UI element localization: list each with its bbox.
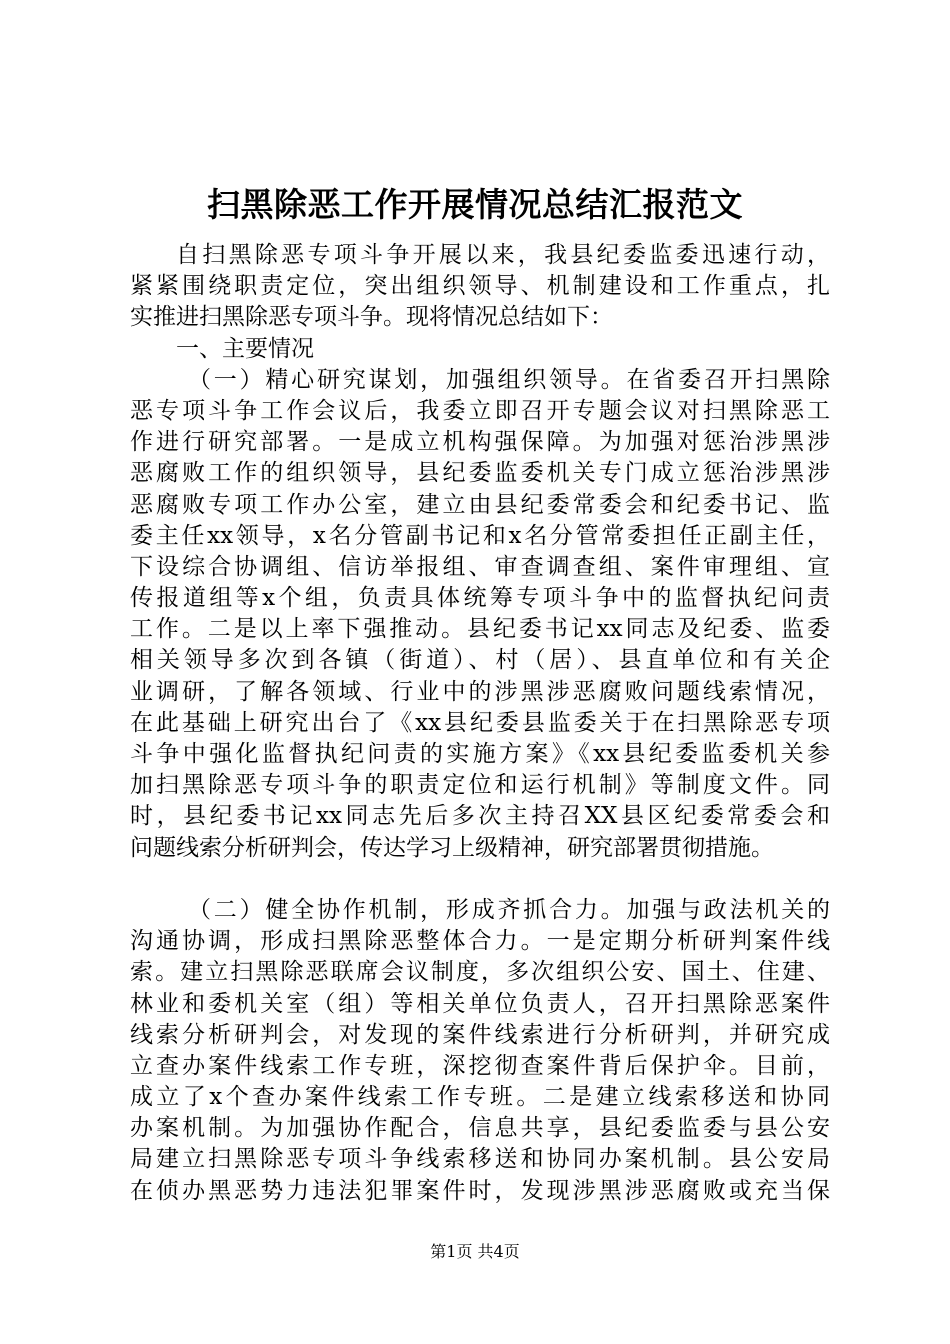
paragraph-line: 成立了x个查办案件线索工作专班。二是建立线索移送和协同 bbox=[130, 1084, 830, 1111]
paragraph-spacer bbox=[130, 864, 830, 895]
paragraph-line: 实推进扫黑除恶专项斗争。现将情况总结如下： bbox=[130, 304, 613, 331]
paragraph-line: 斗争中强化监督执纪问责的实施方案》《xx县纪委监委机关参 bbox=[130, 741, 830, 767]
paragraph-line: 问题线索分析研判会，传达学习上级精神，研究部署贯彻措施。 bbox=[130, 834, 774, 861]
paragraph-line: 恶腐败工作的组织领导，县纪委监委机关专门成立惩治涉黑涉 bbox=[130, 460, 830, 487]
paragraph-line: 相关领导多次到各镇（街道）、村（居）、县直单位和有关企 bbox=[130, 647, 830, 674]
paragraph-line: 紧紧围绕职责定位，突出组织领导、机制建设和工作重点，扎 bbox=[130, 273, 830, 300]
document-title: 扫黑除恶工作开展情况总结汇报范文 bbox=[207, 185, 743, 224]
paragraph-line: 在侦办黑恶势力违法犯罪案件时，发现涉黑涉恶腐败或充当保 bbox=[130, 1177, 830, 1204]
section-heading: 一、主要情况 bbox=[176, 335, 314, 362]
paragraph-line: （一）精心研究谋划，加强组织领导。在省委召开扫黑除 bbox=[188, 366, 830, 393]
paragraph-line: 工作。二是以上率下强推动。县纪委书记xx同志及纪委、监委 bbox=[130, 616, 830, 643]
paragraph-line: 办案机制。为加强协作配合，信息共享，县纪委监委与县公安 bbox=[130, 1115, 830, 1142]
page-footer: 第1页 共4页 bbox=[430, 1242, 520, 1261]
paragraph-line: 业调研，了解各领域、行业中的涉黑涉恶腐败问题线索情况， bbox=[130, 678, 830, 705]
paragraph-line: 加扫黑除恶专项斗争的职责定位和运行机制》等制度文件。同 bbox=[130, 772, 830, 799]
paragraph-line: 立查办案件线索工作专班，深挖彻查案件背后保护伞。目前， bbox=[130, 1052, 830, 1079]
paragraph-line: （二）健全协作机制，形成齐抓合力。加强与政法机关的 bbox=[188, 896, 830, 923]
paragraph-line: 恶专项斗争工作会议后，我委立即召开专题会议对扫黑除恶工 bbox=[130, 397, 830, 424]
document-body bbox=[130, 240, 830, 1207]
paragraph-line: 林业和委机关室（组）等相关单位负责人，召开扫黑除恶案件 bbox=[130, 990, 830, 1017]
paragraph-line: 自扫黑除恶专项斗争开展以来，我县纪委监委迅速行动， bbox=[176, 242, 830, 268]
paragraph-line: 传报道组等x个组，负责具体统筹专项斗争中的监督执纪问责 bbox=[130, 585, 830, 612]
paragraph-line: 委主任xx领导，x名分管副书记和x名分管常委担任正副主任， bbox=[130, 522, 830, 549]
paragraph-line: 在此基础上研究出台了《xx县纪委县监委关于在扫黑除恶专项 bbox=[130, 709, 830, 736]
paragraph-line: 恶腐败专项工作办公室，建立由县纪委常委会和纪委书记、监 bbox=[130, 491, 830, 518]
paragraph-line: 时，县纪委书记xx同志先后多次主持召XX县区纪委常委会和 bbox=[130, 803, 830, 830]
paragraph-line: 线索分析研判会，对发现的案件线索进行分析研判，并研究成 bbox=[130, 1021, 830, 1048]
paragraph-line: 局建立扫黑除恶专项斗争线索移送和协同办案机制。县公安局 bbox=[130, 1146, 830, 1173]
paragraph-line: 沟通协调，形成扫黑除恶整体合力。一是定期分析研判案件线 bbox=[130, 928, 830, 955]
paragraph-line: 下设综合协调组、信访举报组、审查调查组、案件审理组、宣 bbox=[130, 553, 830, 580]
paragraph-line: 作进行研究部署。一是成立机构强保障。为加强对惩治涉黑涉 bbox=[130, 429, 830, 456]
paragraph-line: 索。建立扫黑除恶联席会议制度，多次组织公安、国土、住建、 bbox=[130, 959, 830, 986]
